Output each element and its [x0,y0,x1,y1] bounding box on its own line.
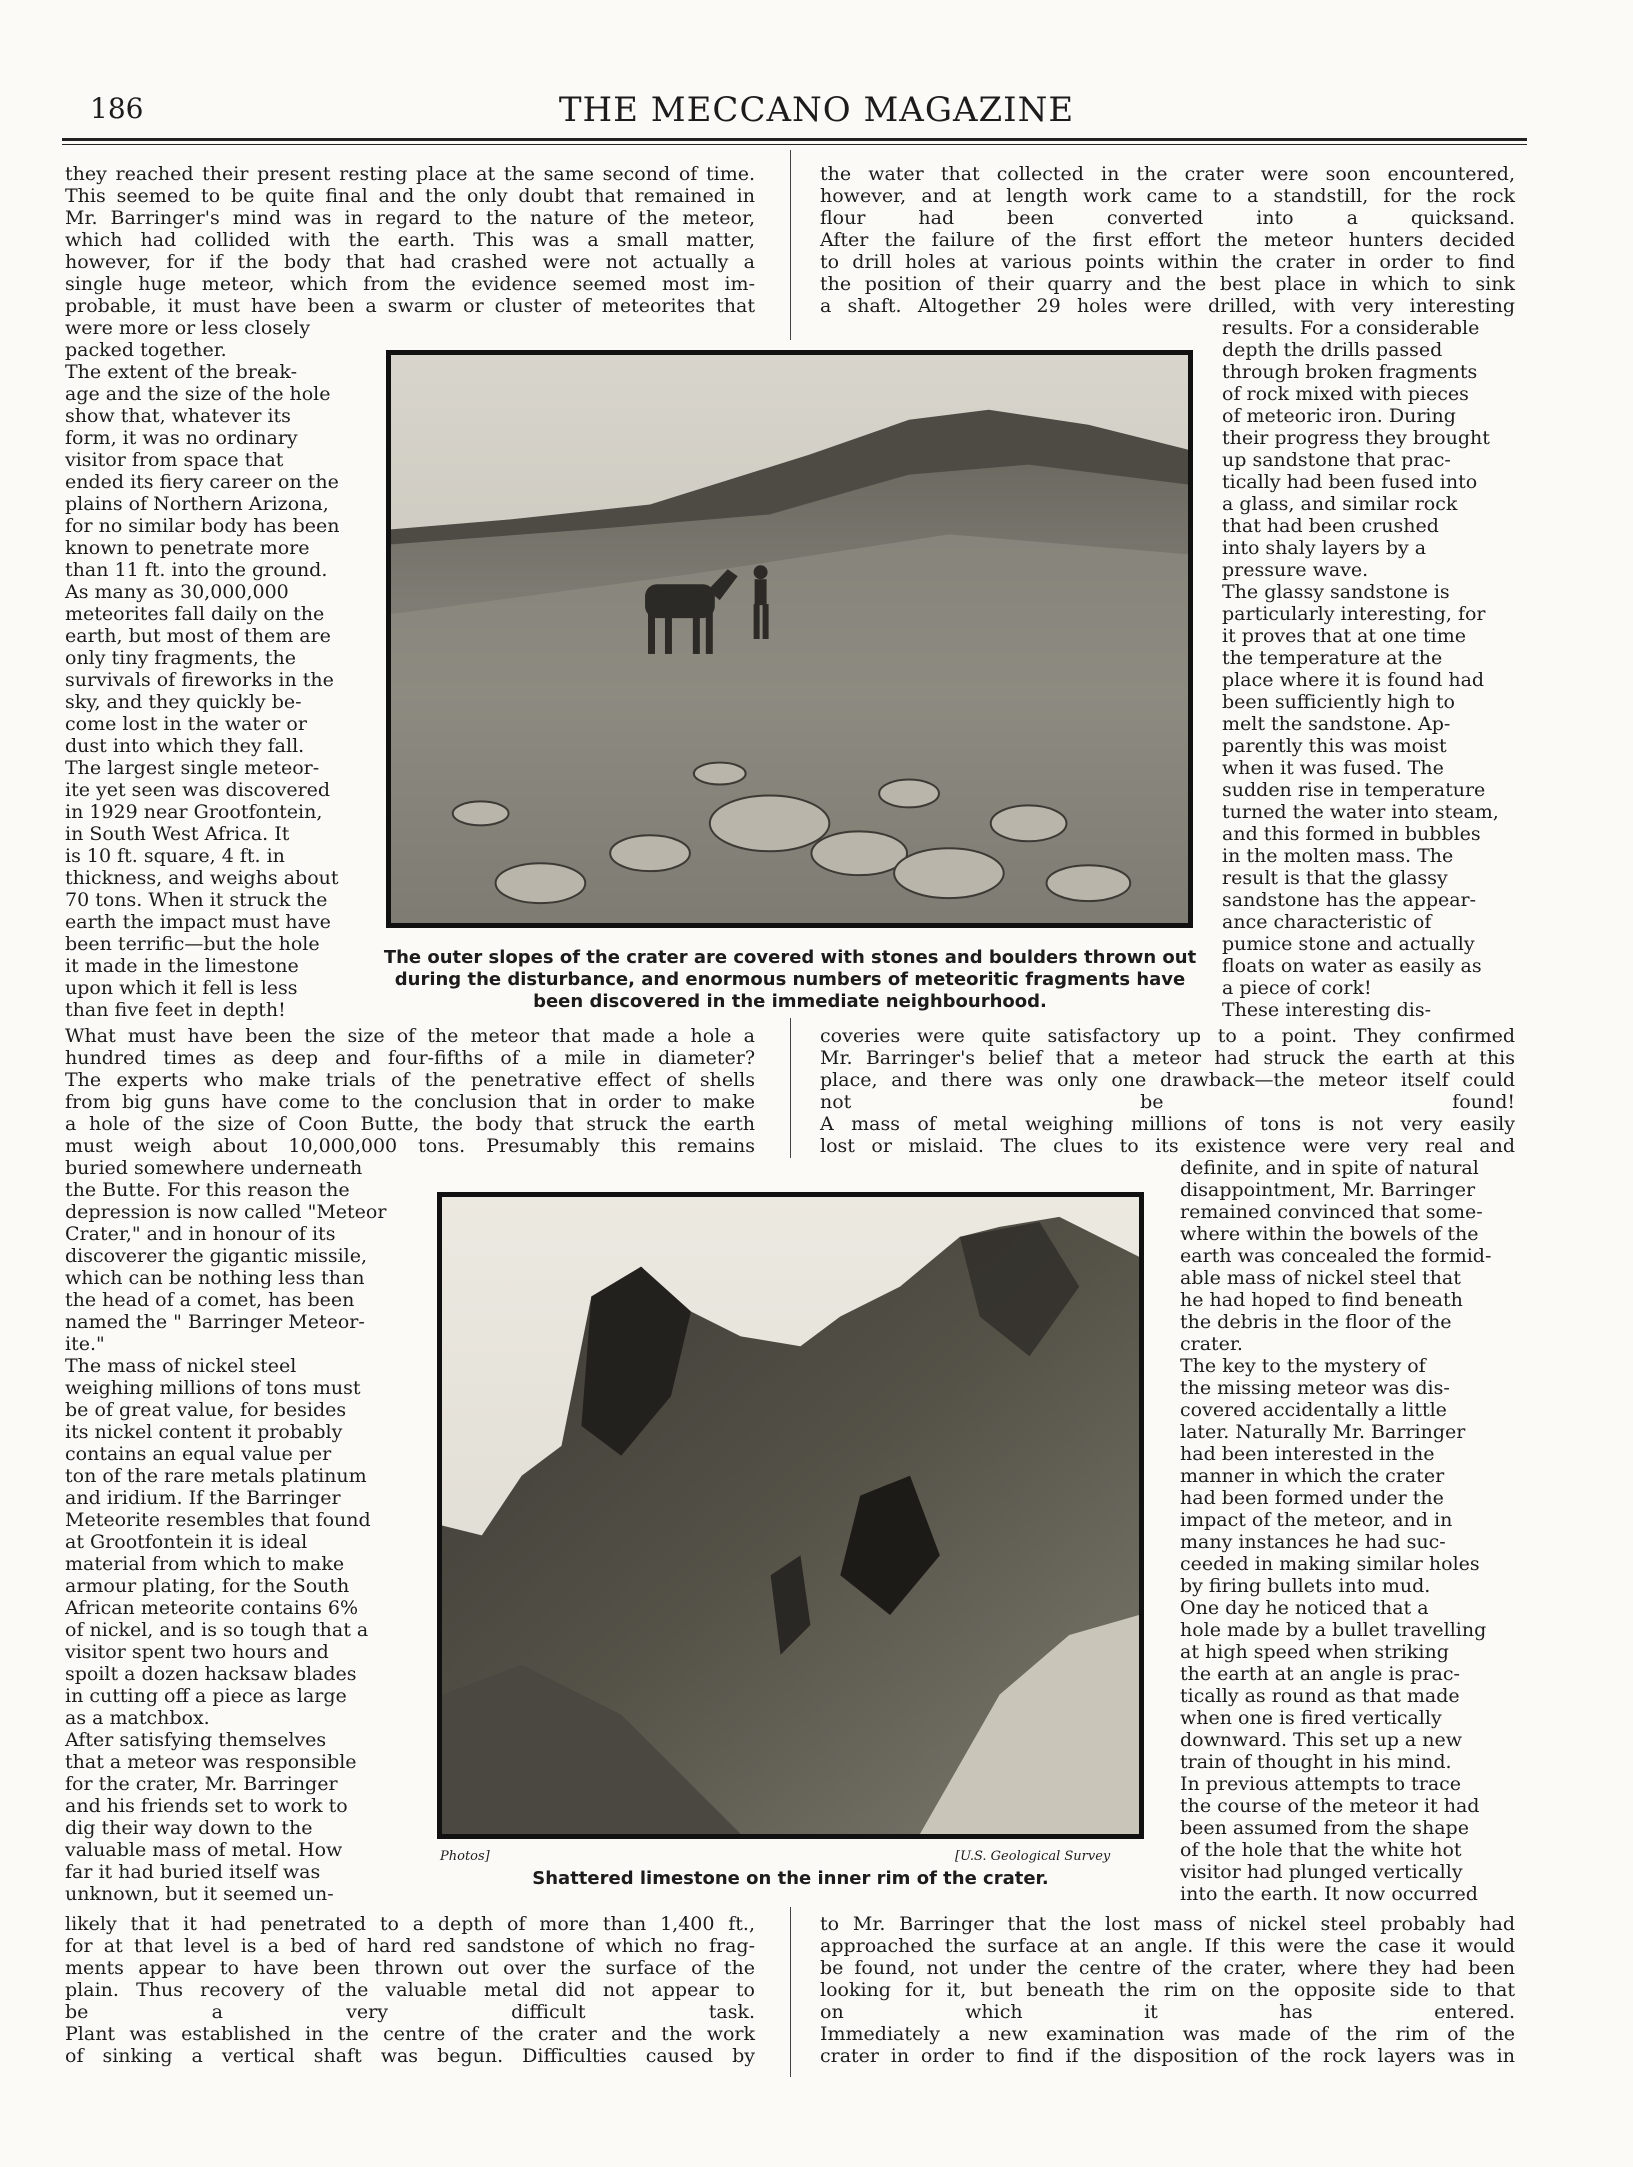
text-line: of meteoric iron. During [1222,405,1456,427]
page-number: 186 [90,92,144,125]
text-line: than 11 ft. into the ground. [65,559,328,581]
text-line: on which it has entered. [820,2001,1515,2023]
text-line: flour had been converted into a quicksand. [820,207,1515,229]
left-top-text [65,163,755,317]
text-line: able mass of nickel steel that [1180,1267,1461,1289]
text-line: at high speed when striking [1180,1641,1449,1663]
text-line: the head of a comet, has been [65,1289,355,1311]
text-line: into shaly layers by a [1222,537,1427,559]
text-line: unknown, but it seemed un- [65,1883,334,1905]
text-line: through broken fragments [1222,361,1478,383]
text-line: they reached their present resting place at the same second of time. [65,163,755,185]
text-line: crater in order to find if the disposition of the rock layers was in [820,2045,1515,2067]
text-line: the course of the meteor it had [1180,1795,1480,1817]
text-line: earth was concealed the formid- [1180,1245,1492,1267]
text-line: by firing bullets into mud. [1180,1575,1431,1597]
text-line: to Mr. Barringer that the lost mass of nickel steel probably had [820,1913,1515,1935]
text-line: the temperature at the [1222,647,1443,669]
text-line: result is that the glassy [1222,867,1448,889]
text-line: been terrific—but the hole [65,933,320,955]
text-line: melt the sandstone. Ap- [1222,713,1451,735]
text-line: approached the surface at an angle. If this were the case it would [820,1935,1515,1957]
text-line: In previous attempts to trace [1180,1773,1462,1795]
text-line: a shaft. Altogether 29 holes were drilled, with very interesting [820,295,1515,317]
text-line: place where it is found had [1222,669,1485,691]
text-line: The extent of the break- [65,361,298,383]
left-narrow-text-1 [65,317,358,1021]
text-line: sudden rise in temperature [1222,779,1486,801]
text-line: valuable mass of metal. How [65,1839,343,1861]
text-line: pressure wave. [1222,559,1369,581]
text-line: however, and at length work came to a standstill, for the rock [820,185,1515,207]
text-line: The largest single meteor- [65,757,320,779]
text-line: remained convinced that some- [1180,1201,1483,1223]
text-line: Mr. Barringer's belief that a meteor had struck the earth at this [820,1047,1515,1069]
crater-slopes-photo [386,350,1193,928]
text-line: This seemed to be quite final and the only doubt that remained in [65,185,755,207]
text-line: ite yet seen was discovered [65,779,331,801]
text-line: be of great value, for besides [65,1399,347,1421]
column-divider-middle [790,1018,791,1158]
text-line: ceeded in making similar holes [1180,1553,1480,1575]
text-line: coveries were quite satisfactory up to a point. They confirmed [820,1025,1515,1047]
text-line: Plant was established in the centre of the crater and the work [65,2023,755,2045]
text-line: train of thought in his mind. [1180,1751,1452,1773]
text-line: ance characteristic of [1222,911,1432,933]
text-line: known to penetrate more [65,537,310,559]
text-line: and this formed in bubbles [1222,823,1481,845]
text-line: discoverer the gigantic missile, [65,1245,368,1267]
text-line: age and the size of the hole [65,383,331,405]
text-line: the water that collected in the crater were soon encountered, [820,163,1515,185]
text-line: that had been crushed [1222,515,1439,537]
header-rule [62,138,1527,145]
text-line: ments appear to have been thrown out over the surface of the [65,1957,755,1979]
text-line: floats on water as easily as [1222,955,1482,977]
text-line: been discovered in the immediate neighbourhood. [533,991,1047,1012]
text-line: for no similar body has been [65,515,340,537]
text-line: of rock mixed with pieces [1222,383,1469,405]
text-line: a glass, and similar rock [1222,493,1458,515]
text-line: manner in which the crater [1180,1465,1445,1487]
photo-credit-right: [U.S. Geological Survey [955,1849,1111,1864]
text-line: impact of the meteor, and in [1180,1509,1453,1531]
text-line: from big guns have come to the conclusion that in order to make [65,1091,755,1113]
text-line: spoilt a dozen hacksaw blades [65,1663,357,1685]
text-line: crater. [1180,1333,1243,1355]
text-line: it made in the limestone [65,955,299,977]
shattered-limestone-caption: Shattered limestone on the inner rim of the crater. [532,1868,1049,1889]
text-line: The glassy sandstone is [1222,581,1450,603]
text-line: ended its fiery career on the [65,471,339,493]
text-line: far it had buried itself was [65,1861,321,1883]
text-line: the debris in the floor of the [1180,1311,1452,1333]
text-line: African meteorite contains 6% [65,1597,359,1619]
text-line: buried somewhere underneath [65,1157,363,1179]
text-line: thickness, and weighs about [65,867,339,889]
text-line: in cutting off a piece as large [65,1685,347,1707]
text-line: tically had been fused into [1222,471,1478,493]
photo-credit-left: Photos] [440,1849,490,1864]
text-line: sandstone has the appear- [1222,889,1477,911]
column-divider-top [790,150,791,340]
right-top-text [820,163,1515,317]
text-line: not be found! [820,1091,1515,1113]
text-line: and iridium. If the Barringer [65,1487,341,1509]
text-line: been assumed from the shape [1180,1817,1469,1839]
text-line: for the crater, Mr. Barringer [65,1773,338,1795]
text-line: visitor spent two hours and [65,1641,329,1663]
text-line: at Grootfontein it is ideal [65,1531,308,1553]
text-line: single huge meteor, which from the evidence seemed most im- [65,273,755,295]
text-line: particularly interesting, for [1222,603,1486,625]
text-line: disappointment, Mr. Barringer [1180,1179,1476,1201]
text-line: which had collided with the earth. This was a small matter, [65,229,755,251]
text-line: it proves that at one time [1222,625,1467,647]
text-line: Immediately a new examination was made of the rim of the [820,2023,1515,2045]
text-line: in South West Africa. It [65,823,290,845]
text-line: been sufficiently high to [1222,691,1456,713]
text-line: turned the water into steam, [1222,801,1499,823]
text-line: up sandstone that prac- [1222,449,1451,471]
text-line: earth the impact must have [65,911,331,933]
text-line: their progress they brought [1222,427,1490,449]
text-line: downward. This set up a new [1180,1729,1463,1751]
text-line: the Butte. For this reason the [65,1179,350,1201]
text-line: had been interested in the [1180,1443,1435,1465]
text-line: show that, whatever its [65,405,291,427]
text-line: dig their way down to the [65,1817,313,1839]
text-line: tically as round as that made [1180,1685,1460,1707]
text-line: The experts who make trials of the penetrative effect of shells [65,1069,755,1091]
text-line: in the molten mass. The [1222,845,1454,867]
text-line: As many as 30,000,000 [65,581,289,603]
text-line: Crater," and in honour of its [65,1223,336,1245]
text-line: the missing meteor was dis- [1180,1377,1450,1399]
text-line: of nickel, and is so tough that a [65,1619,369,1641]
text-line: that a meteor was responsible [65,1751,357,1773]
text-line: is 10 ft. square, 4 ft. in [65,845,285,867]
text-line: weighing millions of tons must [65,1377,361,1399]
text-line: pumice stone and actually [1222,933,1475,955]
text-line: earth, but most of them are [65,625,331,647]
text-line: than five feet in depth! [65,999,286,1021]
text-line: results. For a considerable [1222,317,1480,339]
text-line: later. Naturally Mr. Barringer [1180,1421,1466,1443]
text-line: he had hoped to find beneath [1180,1289,1463,1311]
text-line: however, for if the body that had crashed were not actually a [65,251,755,273]
text-line: as a matchbox. [65,1707,210,1729]
text-line: The outer slopes of the crater are covered with stones and boulders thrown out [383,947,1197,968]
text-line: upon which it fell is less [65,977,298,999]
text-line: when it was fused. The [1222,757,1444,779]
text-line: packed together. [65,339,227,361]
text-line: had been formed under the [1180,1487,1444,1509]
text-line: of sinking a vertical shaft was begun. Difficulties caused by [65,2045,755,2067]
text-line: the earth at an angle is prac- [1180,1663,1460,1685]
text-line: After satisfying themselves [65,1729,327,1751]
text-line: armour plating, for the South [65,1575,350,1597]
right-bottom-text [820,1913,1515,2067]
text-line: be a very difficult task. [65,2001,755,2023]
text-line: must weigh about 10,000,000 tons. Presumably this remains [65,1135,755,1157]
text-line: to drill holes at various points within the crater in order to find [820,251,1515,273]
text-line: place, and there was only one drawback—the meteor itself could [820,1069,1515,1091]
text-line: when one is fired vertically [1180,1707,1442,1729]
text-line: a hole of the size of Coon Butte, the body that struck the earth [65,1113,755,1135]
magazine-title: THE MECCANO MAGAZINE [558,90,1075,130]
text-line: meteorites fall daily on the [65,603,325,625]
text-line: probable, it must have been a swarm or cluster of meteorites that [65,295,755,317]
text-line: many instances he had suc- [1180,1531,1446,1553]
text-line: which can be nothing less than [65,1267,365,1289]
text-line: where within the bowels of the [1180,1223,1479,1245]
text-line: during the disturbance, and enormous numbers of meteoritic fragments have [394,969,1186,990]
text-line: lost or mislaid. The clues to its existence were very real and [820,1135,1515,1157]
text-line: looking for it, but beneath the rim on the opposite side to that [820,1979,1515,2001]
text-line: visitor from space that [65,449,284,471]
text-line: were more or less closely [65,317,311,339]
column-divider-bottom [790,1907,791,2077]
text-line: The mass of nickel steel [65,1355,297,1377]
text-line: depression is now called "Meteor [65,1201,387,1223]
text-line: A mass of metal weighing millions of tons is not very easily [820,1113,1515,1135]
text-line: its nickel content it probably [65,1421,343,1443]
text-line: Mr. Barringer's mind was in regard to the nature of the meteor, [65,207,755,229]
text-line: and his friends set to work to [65,1795,348,1817]
text-line: material from which to make [65,1553,345,1575]
text-line: for at that level is a bed of hard red sandstone of which no frag- [65,1935,755,1957]
text-line: contains an equal value per [65,1443,332,1465]
right-narrow-text-2 [1180,1157,1515,1905]
right-mid-text [820,1025,1515,1157]
text-line: parently this was moist [1222,735,1447,757]
text-line: ton of the rare metals platinum [65,1465,367,1487]
text-line: One day he noticed that a [1180,1597,1429,1619]
text-line: be found, not under the centre of the crater, where they had been [820,1957,1515,1979]
text-line: plains of Northern Arizona, [65,493,329,515]
text-line: These interesting dis- [1222,999,1432,1021]
text-line: come lost in the water or [65,713,307,735]
text-line: covered accidentally a little [1180,1399,1447,1421]
shattered-limestone-photo [437,1192,1144,1839]
text-line: hole made by a bullet travelling [1180,1619,1487,1641]
text-line: likely that it had penetrated to a depth of more than 1,400 ft., [65,1913,755,1935]
text-line: depth the drills passed [1222,339,1443,361]
text-line: visitor had plunged vertically [1180,1861,1463,1883]
text-line: 70 tons. When it struck the [65,889,328,911]
text-line: Meteorite resembles that found [65,1509,371,1531]
text-line: into the earth. It now occurred [1180,1883,1478,1905]
left-narrow-text-2 [65,1157,400,1905]
text-line: of the hole that the white hot [1180,1839,1462,1861]
text-line: named the " Barringer Meteor- [65,1311,365,1333]
text-line: the position of their quarry and the best place in which to sink [820,273,1515,295]
left-mid-text [65,1025,755,1157]
text-line: What must have been the size of the meteor that made a hole a [65,1025,755,1047]
text-line: sky, and they quickly be- [65,691,302,713]
text-line: dust into which they fall. [65,735,305,757]
text-line: The key to the mystery of [1180,1355,1426,1377]
text-line: form, it was no ordinary [65,427,298,449]
text-line: hundred times as deep and four-fifths of a mile in diameter? [65,1047,755,1069]
right-narrow-text-1 [1222,317,1514,1021]
text-line: a piece of cork! [1222,977,1372,999]
left-bottom-text [65,1913,755,2067]
text-line: After the failure of the first effort the meteor hunters decided [820,229,1515,251]
text-line: ite." [65,1333,105,1355]
text-line: in 1929 near Grootfontein, [65,801,323,823]
text-line: definite, and in spite of natural [1180,1157,1479,1179]
text-line: only tiny fragments, the [65,647,296,669]
text-line: plain. Thus recovery of the valuable metal did not appear to [65,1979,755,2001]
crater-slopes-caption [370,947,1210,1013]
text-line: survivals of fireworks in the [65,669,334,691]
